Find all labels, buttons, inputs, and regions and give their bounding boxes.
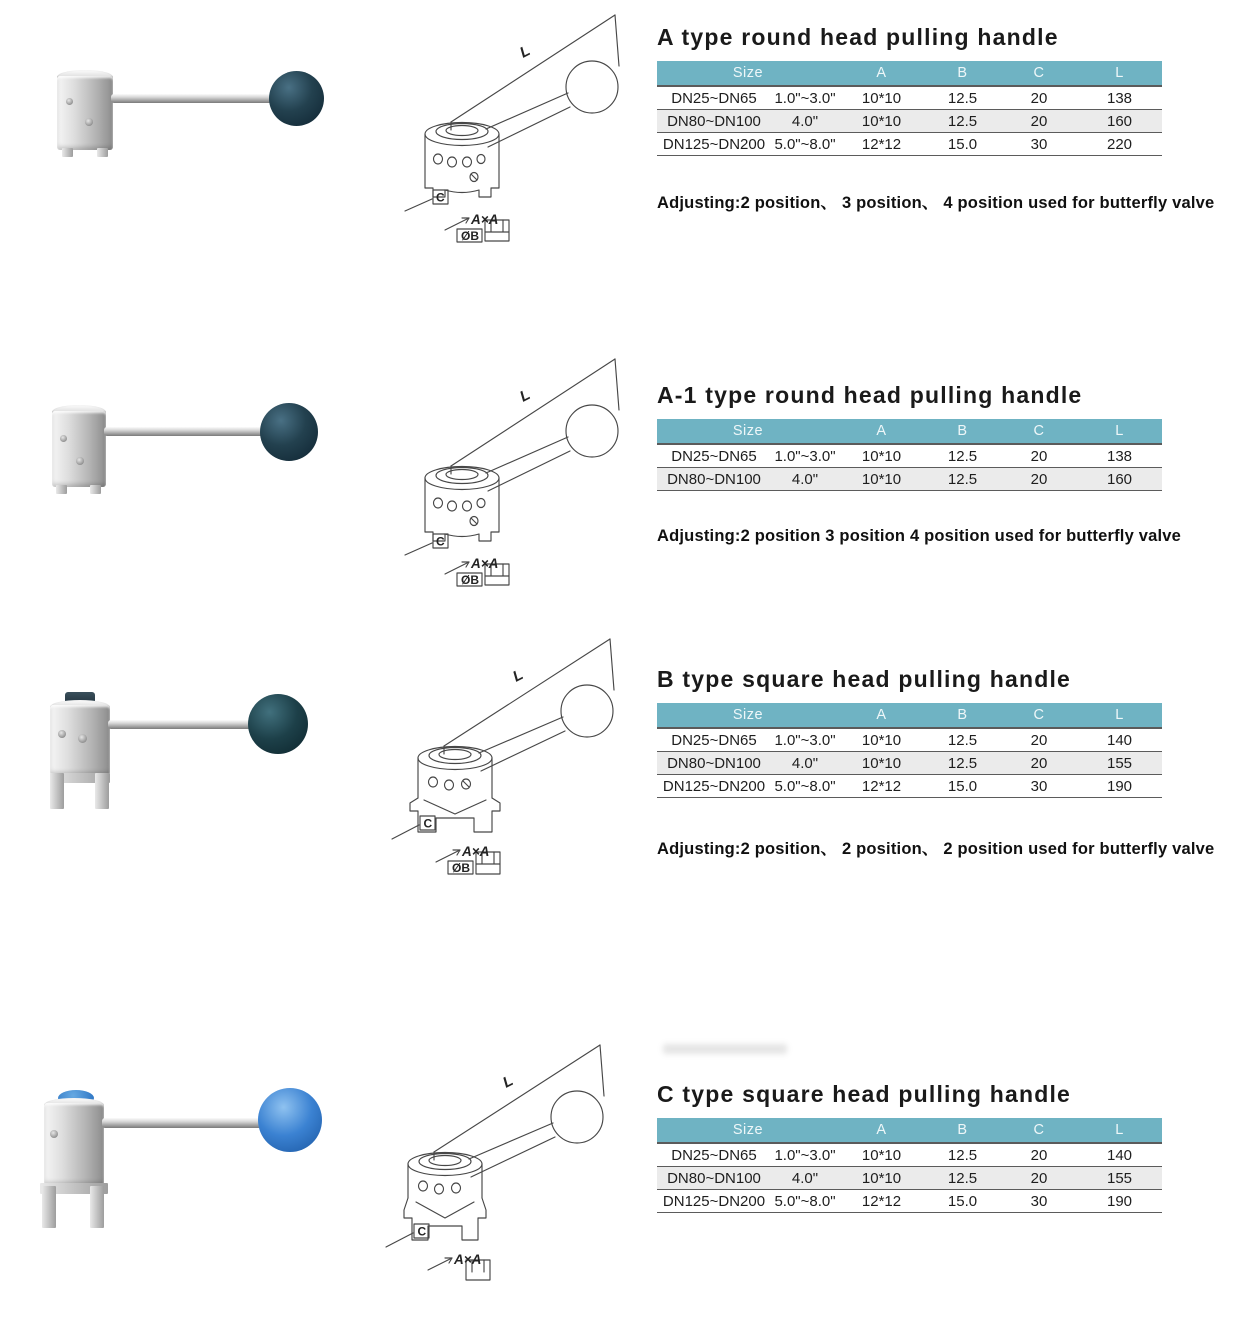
dim-label-axa: A×A bbox=[471, 556, 499, 571]
handle-foot bbox=[90, 485, 101, 494]
col-header-a: A bbox=[839, 703, 924, 728]
table-cell: 220 bbox=[1077, 133, 1162, 156]
dim-label-c: C bbox=[436, 534, 445, 549]
dim-label-axa: A×A bbox=[462, 844, 490, 859]
handle-rod bbox=[102, 1118, 262, 1128]
dim-label-l: L bbox=[500, 1072, 516, 1092]
table-cell: 12.5 bbox=[924, 1167, 1001, 1190]
handle-body bbox=[52, 411, 106, 487]
table-cell: 30 bbox=[1001, 1190, 1077, 1213]
table-cell: 10*10 bbox=[839, 1167, 924, 1190]
table-cell: 138 bbox=[1077, 86, 1162, 110]
technical-drawing-a-type bbox=[385, 8, 635, 243]
table-cell: 12*12 bbox=[839, 1190, 924, 1213]
table-row bbox=[657, 1143, 1162, 1167]
table-cell: 10*10 bbox=[839, 728, 924, 752]
handle-ball bbox=[260, 403, 318, 461]
table-cell: 138 bbox=[1077, 444, 1162, 468]
screw-detail bbox=[60, 435, 67, 442]
table-row bbox=[657, 775, 1162, 798]
table-cell: 10*10 bbox=[839, 1143, 924, 1167]
table-cell: 30 bbox=[1001, 775, 1077, 798]
table-cell: 1.0"~3.0" bbox=[771, 1143, 839, 1167]
col-header-l: L bbox=[1077, 1118, 1162, 1143]
table-cell: 140 bbox=[1077, 728, 1162, 752]
table-cell: 20 bbox=[1001, 110, 1077, 133]
table-row bbox=[657, 1167, 1162, 1190]
table-cell: 140 bbox=[1077, 1143, 1162, 1167]
handle-rod bbox=[111, 94, 273, 103]
table-cell: 155 bbox=[1077, 752, 1162, 775]
col-header-c: C bbox=[1001, 419, 1077, 444]
screw-detail bbox=[78, 734, 87, 743]
dim-label-l: L bbox=[517, 42, 533, 62]
table-cell: 20 bbox=[1001, 86, 1077, 110]
product-photo-a1-type bbox=[48, 393, 338, 505]
dim-label-ob: ØB bbox=[461, 229, 479, 243]
table-cell: DN25~DN65 bbox=[657, 1143, 771, 1167]
col-header-c: C bbox=[1001, 703, 1077, 728]
table-cell: 160 bbox=[1077, 468, 1162, 491]
table-cell: 12.5 bbox=[924, 752, 1001, 775]
table-cell: 12.5 bbox=[924, 728, 1001, 752]
technical-drawing-a1-type bbox=[385, 352, 635, 587]
table-cell: 20 bbox=[1001, 1167, 1077, 1190]
table-cell: DN80~DN100 bbox=[657, 468, 771, 491]
table-cell: 5.0"~8.0" bbox=[771, 1190, 839, 1213]
table-cell: 155 bbox=[1077, 1167, 1162, 1190]
col-header-size: Size bbox=[657, 1118, 839, 1143]
col-header-c: C bbox=[1001, 1118, 1077, 1143]
table-cell: 5.0"~8.0" bbox=[771, 133, 839, 156]
table-cell: DN125~DN200 bbox=[657, 133, 771, 156]
table-cell: 12*12 bbox=[839, 775, 924, 798]
table-cell: 10*10 bbox=[839, 752, 924, 775]
table-row bbox=[657, 752, 1162, 775]
dim-label-l: L bbox=[517, 386, 533, 406]
spec-table bbox=[657, 703, 1162, 798]
dim-label-ob: ØB bbox=[461, 573, 479, 587]
handle-ball bbox=[269, 71, 324, 126]
handle-body bbox=[57, 76, 113, 150]
table-cell: 20 bbox=[1001, 468, 1077, 491]
table-cell: DN80~DN100 bbox=[657, 110, 771, 133]
table-cell: 10*10 bbox=[839, 444, 924, 468]
col-header-a: A bbox=[839, 61, 924, 86]
table-row bbox=[657, 133, 1162, 156]
table-cell: 190 bbox=[1077, 1190, 1162, 1213]
screw-detail bbox=[85, 118, 93, 126]
table-cell: 4.0" bbox=[771, 110, 839, 133]
table-cell: DN80~DN100 bbox=[657, 752, 771, 775]
table-cell: 1.0"~3.0" bbox=[771, 728, 839, 752]
screw-detail bbox=[76, 457, 84, 465]
col-header-c: C bbox=[1001, 61, 1077, 86]
col-header-b: B bbox=[924, 703, 1001, 728]
handle-body bbox=[44, 1103, 104, 1185]
table-cell: 1.0"~3.0" bbox=[771, 86, 839, 110]
table-header-row bbox=[657, 703, 1162, 728]
dim-label-ob: ØB bbox=[452, 861, 470, 875]
handle-rod bbox=[104, 427, 264, 436]
table-cell: 12.5 bbox=[924, 444, 1001, 468]
col-header-l: L bbox=[1077, 419, 1162, 444]
table-cell: DN80~DN100 bbox=[657, 1167, 771, 1190]
table-header-row bbox=[657, 1118, 1162, 1143]
col-header-b: B bbox=[924, 419, 1001, 444]
table-row bbox=[657, 110, 1162, 133]
table-cell: 12.5 bbox=[924, 86, 1001, 110]
adjusting-note: Adjusting:2 position、 2 position、 2 position used for butterfly valve bbox=[657, 840, 1215, 858]
handle-foot bbox=[97, 148, 108, 157]
technical-drawing-c-type bbox=[368, 1038, 623, 1283]
table-cell: 10*10 bbox=[839, 468, 924, 491]
handle-foot bbox=[95, 773, 109, 809]
table-cell: DN125~DN200 bbox=[657, 1190, 771, 1213]
col-header-size: Size bbox=[657, 61, 839, 86]
col-header-b: B bbox=[924, 1118, 1001, 1143]
table-header-row bbox=[657, 61, 1162, 86]
col-header-b: B bbox=[924, 61, 1001, 86]
table-cell: 30 bbox=[1001, 133, 1077, 156]
table-cell: 12.5 bbox=[924, 1143, 1001, 1167]
handle-foot bbox=[62, 148, 73, 157]
technical-drawing-b-type bbox=[378, 632, 633, 877]
table-cell: DN25~DN65 bbox=[657, 86, 771, 110]
table-cell: 10*10 bbox=[839, 110, 924, 133]
handle-foot bbox=[42, 1186, 56, 1228]
table-cell: DN25~DN65 bbox=[657, 728, 771, 752]
col-header-a: A bbox=[839, 1118, 924, 1143]
adjusting-note: Adjusting:2 position 3 position 4 position used for butterfly valve bbox=[657, 527, 1182, 545]
product-photo-a-type bbox=[55, 58, 345, 170]
table-cell: 20 bbox=[1001, 728, 1077, 752]
spec-table bbox=[657, 419, 1162, 491]
spec-table bbox=[657, 61, 1162, 156]
col-header-l: L bbox=[1077, 703, 1162, 728]
screw-detail bbox=[66, 98, 73, 105]
dim-label-c: C bbox=[423, 816, 433, 831]
handle-foot bbox=[90, 1186, 104, 1228]
table-cell: 5.0"~8.0" bbox=[771, 775, 839, 798]
handle-rod bbox=[108, 720, 258, 729]
handle-ball bbox=[258, 1088, 322, 1152]
table-cell: 12.5 bbox=[924, 110, 1001, 133]
table-cell: DN125~DN200 bbox=[657, 775, 771, 798]
product-photo-b-type bbox=[48, 688, 338, 820]
handle-foot bbox=[56, 485, 67, 494]
table-cell: 12.5 bbox=[924, 468, 1001, 491]
dim-label-c: C bbox=[436, 190, 445, 205]
table-row bbox=[657, 468, 1162, 491]
handle-ball bbox=[248, 694, 308, 754]
table-cell: 4.0" bbox=[771, 468, 839, 491]
table-row bbox=[657, 728, 1162, 752]
table-cell: 12*12 bbox=[839, 133, 924, 156]
table-cell: 15.0 bbox=[924, 1190, 1001, 1213]
table-cell: 1.0"~3.0" bbox=[771, 444, 839, 468]
table-cell: 20 bbox=[1001, 1143, 1077, 1167]
section-title: B type square head pulling handle bbox=[657, 666, 1072, 692]
table-cell: 20 bbox=[1001, 752, 1077, 775]
table-cell: DN25~DN65 bbox=[657, 444, 771, 468]
spec-table bbox=[657, 1118, 1162, 1213]
table-cell: 4.0" bbox=[771, 1167, 839, 1190]
screw-detail bbox=[58, 730, 66, 738]
dim-label-axa: A×A bbox=[454, 1252, 482, 1267]
table-cell: 15.0 bbox=[924, 133, 1001, 156]
table-header-row bbox=[657, 419, 1162, 444]
table-cell: 15.0 bbox=[924, 775, 1001, 798]
section-title: C type square head pulling handle bbox=[657, 1081, 1072, 1107]
col-header-a: A bbox=[839, 419, 924, 444]
table-cell: 160 bbox=[1077, 110, 1162, 133]
screw-detail bbox=[50, 1130, 58, 1138]
dim-label-l: L bbox=[510, 666, 526, 686]
col-header-l: L bbox=[1077, 61, 1162, 86]
table-cell: 20 bbox=[1001, 444, 1077, 468]
blurred-artifact bbox=[663, 1044, 787, 1054]
adjusting-note: Adjusting:2 position、 3 position、 4 position used for butterfly valve bbox=[657, 194, 1215, 212]
section-title: A type round head pulling handle bbox=[657, 24, 1059, 50]
table-cell: 190 bbox=[1077, 775, 1162, 798]
dim-label-c: C bbox=[417, 1224, 427, 1239]
dim-label-axa: A×A bbox=[471, 212, 499, 227]
table-cell: 10*10 bbox=[839, 86, 924, 110]
handle-foot bbox=[50, 773, 64, 809]
table-cell: 4.0" bbox=[771, 752, 839, 775]
table-row bbox=[657, 1190, 1162, 1213]
table-row bbox=[657, 86, 1162, 110]
col-header-size: Size bbox=[657, 703, 839, 728]
table-row bbox=[657, 444, 1162, 468]
product-photo-c-type bbox=[40, 1086, 335, 1246]
col-header-size: Size bbox=[657, 419, 839, 444]
section-title: A-1 type round head pulling handle bbox=[657, 382, 1083, 408]
